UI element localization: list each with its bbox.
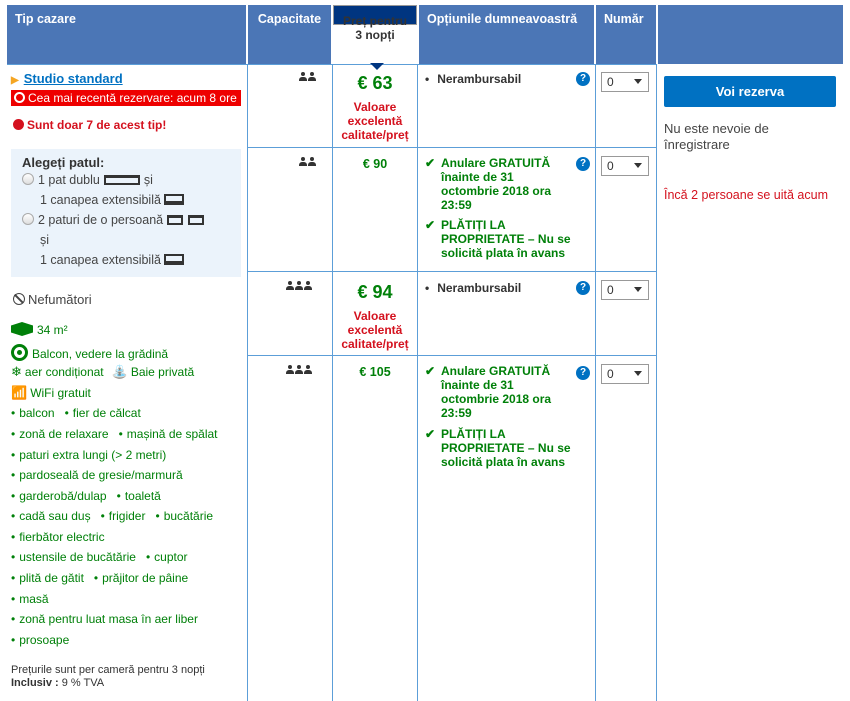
header-capacity: Capacitate <box>248 5 331 64</box>
bullet: • <box>425 72 430 86</box>
wifi-text: WiFi gratuit <box>30 386 91 400</box>
option-nonrefundable <box>425 281 521 295</box>
red-dot-icon <box>13 119 24 130</box>
single-bed-icon <box>167 215 183 225</box>
header-options: Opțiunile dumneavoastră <box>419 5 594 64</box>
divider <box>595 64 596 701</box>
facility-line <box>11 633 69 647</box>
people-watching-note: Încă 2 persoane se uită acum <box>664 188 828 202</box>
bullet: • <box>11 489 16 503</box>
included-value: 9 % TVA <box>61 677 105 689</box>
capacity-2-persons <box>299 72 317 84</box>
price-note-text: Prețurile sunt per cameră pentru 3 nopți <box>11 664 205 676</box>
room-name-link[interactable] <box>11 71 123 86</box>
value-badge: Valoare excelentă calitate/preț <box>341 309 409 351</box>
person-icon <box>286 365 294 374</box>
divider <box>248 271 656 272</box>
bed-option-label: 1 canapea extensibilă <box>40 193 161 207</box>
person-icon <box>308 72 316 81</box>
option-text: PLĂTIȚI LA PROPRIETATE – Nu se solicită plata în avans <box>441 427 571 469</box>
facility-line <box>11 612 198 626</box>
check-icon: ✔ <box>425 427 436 441</box>
divider <box>248 147 656 148</box>
facility-item: pardoseală de gresie/marmură <box>19 468 183 482</box>
facility-item: toaletă <box>124 489 161 503</box>
aircon-bathroom <box>11 364 194 380</box>
person-icon <box>304 365 312 374</box>
check-icon: ✔ <box>425 156 436 170</box>
person-icon <box>295 281 303 290</box>
facility-line <box>11 406 141 420</box>
facility-line <box>11 592 49 606</box>
option-free-cancellation <box>425 156 575 212</box>
chevron-down-icon <box>634 163 642 168</box>
person-icon <box>304 281 312 290</box>
price-footnote <box>11 664 205 690</box>
header-number: Număr <box>596 5 656 64</box>
divider <box>248 355 656 356</box>
bullet: • <box>145 550 151 564</box>
room-size-text: 34 m² <box>37 323 68 337</box>
bullet: • <box>64 406 69 420</box>
room-quantity-select[interactable] <box>601 156 649 176</box>
divider <box>417 64 418 701</box>
bullet: • <box>11 406 16 420</box>
facility-item: prăjitor de pâine <box>102 571 189 585</box>
divider <box>656 64 657 701</box>
option-text: Nerambursabil <box>437 281 522 295</box>
sort-indicator-icon <box>370 63 384 70</box>
facility-item: cuptor <box>154 550 188 564</box>
facility-item: fierbător electric <box>19 530 105 544</box>
non-smoking-text: Nefumători <box>28 292 92 307</box>
facility-item: fier de călcat <box>72 406 141 420</box>
check-icon: ✔ <box>425 364 436 378</box>
balcony-view-text: Balcon, vedere la grădină <box>32 347 169 361</box>
option-text: PLĂTIȚI LA PROPRIETATE – Nu se solicită plata în avans <box>441 218 571 260</box>
option-text: Anulare GRATUITĂ înainte de 31 octombrie 2018 ora 23:59 <box>441 156 552 212</box>
room-size-icon <box>11 322 33 336</box>
bullet: • <box>11 530 16 544</box>
bullet: • <box>100 509 105 523</box>
facility-item: prosoape <box>19 633 70 647</box>
sofa-bed-icon <box>164 194 184 205</box>
facility-item: cadă sau duș <box>19 509 91 523</box>
scarcity-text: Sunt doar 7 de acest tip! <box>27 118 167 132</box>
wifi-icon: 📶 <box>11 385 28 400</box>
view-icon <box>11 344 28 361</box>
no-smoking-icon <box>13 293 25 305</box>
quantity-value: 0 <box>607 367 614 381</box>
quantity-value: 0 <box>607 159 614 173</box>
facility-item: balcon <box>19 406 55 420</box>
facility-item: paturi extra lungi (> 2 metri) <box>19 448 167 462</box>
bed-choice-title: Alegeți patul: <box>22 155 105 170</box>
price-value: € 63 <box>357 73 393 93</box>
facility-line <box>11 571 188 585</box>
chevron-down-icon <box>634 79 642 84</box>
bullet: • <box>425 281 430 295</box>
option-free-cancellation <box>425 364 575 420</box>
bullet: • <box>11 509 16 523</box>
bullet: • <box>118 427 123 441</box>
bed-option-label: 2 paturi de o persoană <box>38 213 164 227</box>
non-smoking <box>13 292 92 307</box>
option-pay-at-property <box>425 427 575 469</box>
price-value: € 90 <box>362 157 388 171</box>
quantity-value: 0 <box>607 75 614 89</box>
sofa-bed-icon <box>164 254 184 265</box>
info-icon[interactable]: ? <box>576 72 590 86</box>
bed-option-2-extra <box>22 250 230 270</box>
bullet: • <box>11 633 16 647</box>
capacity-2-persons <box>299 157 317 169</box>
option-nonrefundable <box>425 72 521 86</box>
room-quantity-select[interactable] <box>601 364 649 384</box>
bullet: • <box>11 468 16 482</box>
bed-option-2[interactable] <box>22 210 230 230</box>
bed-option-2-and: și <box>40 233 50 247</box>
person-icon <box>295 365 303 374</box>
table-header <box>0 0 850 64</box>
bed-option-and: și <box>143 173 153 187</box>
alarm-clock-icon <box>14 92 25 103</box>
no-registration-note: Nu este nevoie de înregistrare <box>664 121 769 152</box>
radio-button[interactable] <box>22 173 34 185</box>
reserve-button[interactable]: Voi rezerva <box>664 76 836 107</box>
scarcity-message <box>13 118 166 132</box>
wifi <box>11 385 91 401</box>
person-icon <box>286 281 294 290</box>
room-size <box>11 322 68 337</box>
bullet: • <box>116 489 121 503</box>
facility-item: garderobă/dulap <box>19 489 107 503</box>
single-bed-icon <box>188 215 204 225</box>
facility-line <box>11 509 213 523</box>
bullet: • <box>11 550 16 564</box>
bullet: • <box>11 571 16 585</box>
caret-right-icon: ▶ <box>11 75 19 86</box>
quantity-value: 0 <box>607 283 614 297</box>
facility-item: frigider <box>108 509 146 523</box>
price-value: € 105 <box>359 365 391 379</box>
snowflake-icon: ❄ <box>11 364 22 379</box>
check-icon: ✔ <box>425 218 436 232</box>
bed-choice-box <box>11 149 241 277</box>
shower-icon: ⛲ <box>111 364 128 379</box>
double-bed-icon <box>104 175 140 185</box>
bed-option-label: 1 canapea extensibilă <box>40 253 161 267</box>
bullet: • <box>11 448 16 462</box>
facility-item: zonă pentru luat masa în aer liber <box>19 612 198 626</box>
room-name-text[interactable]: Studio standard <box>23 71 123 86</box>
price-value: € 94 <box>357 282 393 302</box>
facility-line <box>11 489 161 503</box>
balcony-view <box>11 344 168 361</box>
room-quantity-select[interactable] <box>601 72 649 92</box>
person-icon <box>299 72 307 81</box>
divider <box>332 64 333 701</box>
bed-option-1[interactable] <box>22 170 230 190</box>
header-room-type: Tip cazare <box>7 5 246 64</box>
facility-item: masă <box>19 592 49 606</box>
bullet: • <box>155 509 160 523</box>
info-icon[interactable]: ? <box>576 366 590 380</box>
facility-line <box>11 468 183 482</box>
value-badge: Valoare excelentă calitate/preț <box>341 100 409 142</box>
bed-option-label: 1 pat dublu <box>38 173 100 187</box>
header-price: Preț pentru 3 nopți <box>333 5 417 25</box>
capacity-3-persons <box>286 281 313 293</box>
included-label: Inclusiv : <box>11 677 59 689</box>
header-reserve-column <box>658 5 843 64</box>
aircon-text: aer condiționat <box>24 365 104 379</box>
recent-booking-text: Cea mai recentă rezervare: acum 8 ore <box>28 91 237 105</box>
chevron-down-icon <box>634 287 642 292</box>
facility-item: ustensile de bucătărie <box>19 550 136 564</box>
bathroom-text: Baie privată <box>130 365 195 379</box>
room-quantity-select[interactable] <box>601 280 649 300</box>
radio-button[interactable] <box>22 213 34 225</box>
info-icon[interactable]: ? <box>576 281 590 295</box>
person-icon <box>299 157 307 166</box>
option-text: Anulare GRATUITĂ înainte de 31 octombrie 2018 ora 23:59 <box>441 364 552 420</box>
facility-item: plită de gătit <box>19 571 84 585</box>
capacity-3-persons <box>286 365 313 377</box>
facility-item: mașină de spălat <box>126 427 218 441</box>
bullet: • <box>11 612 16 626</box>
bullet: • <box>11 592 16 606</box>
facility-line <box>11 448 166 462</box>
facility-item: zonă de relaxare <box>19 427 109 441</box>
divider <box>247 64 248 701</box>
chevron-down-icon <box>634 371 642 376</box>
bullet: • <box>11 427 16 441</box>
info-icon[interactable]: ? <box>576 157 590 171</box>
person-icon <box>308 157 316 166</box>
option-text: Nerambursabil <box>437 72 522 86</box>
recent-booking-badge <box>11 90 241 106</box>
bullet: • <box>93 571 99 585</box>
facility-line <box>11 427 218 441</box>
bed-option-1-extra <box>22 190 230 210</box>
facility-line <box>11 530 105 544</box>
facility-line <box>11 550 188 564</box>
option-pay-at-property <box>425 218 575 260</box>
facility-item: bucătărie <box>163 509 214 523</box>
